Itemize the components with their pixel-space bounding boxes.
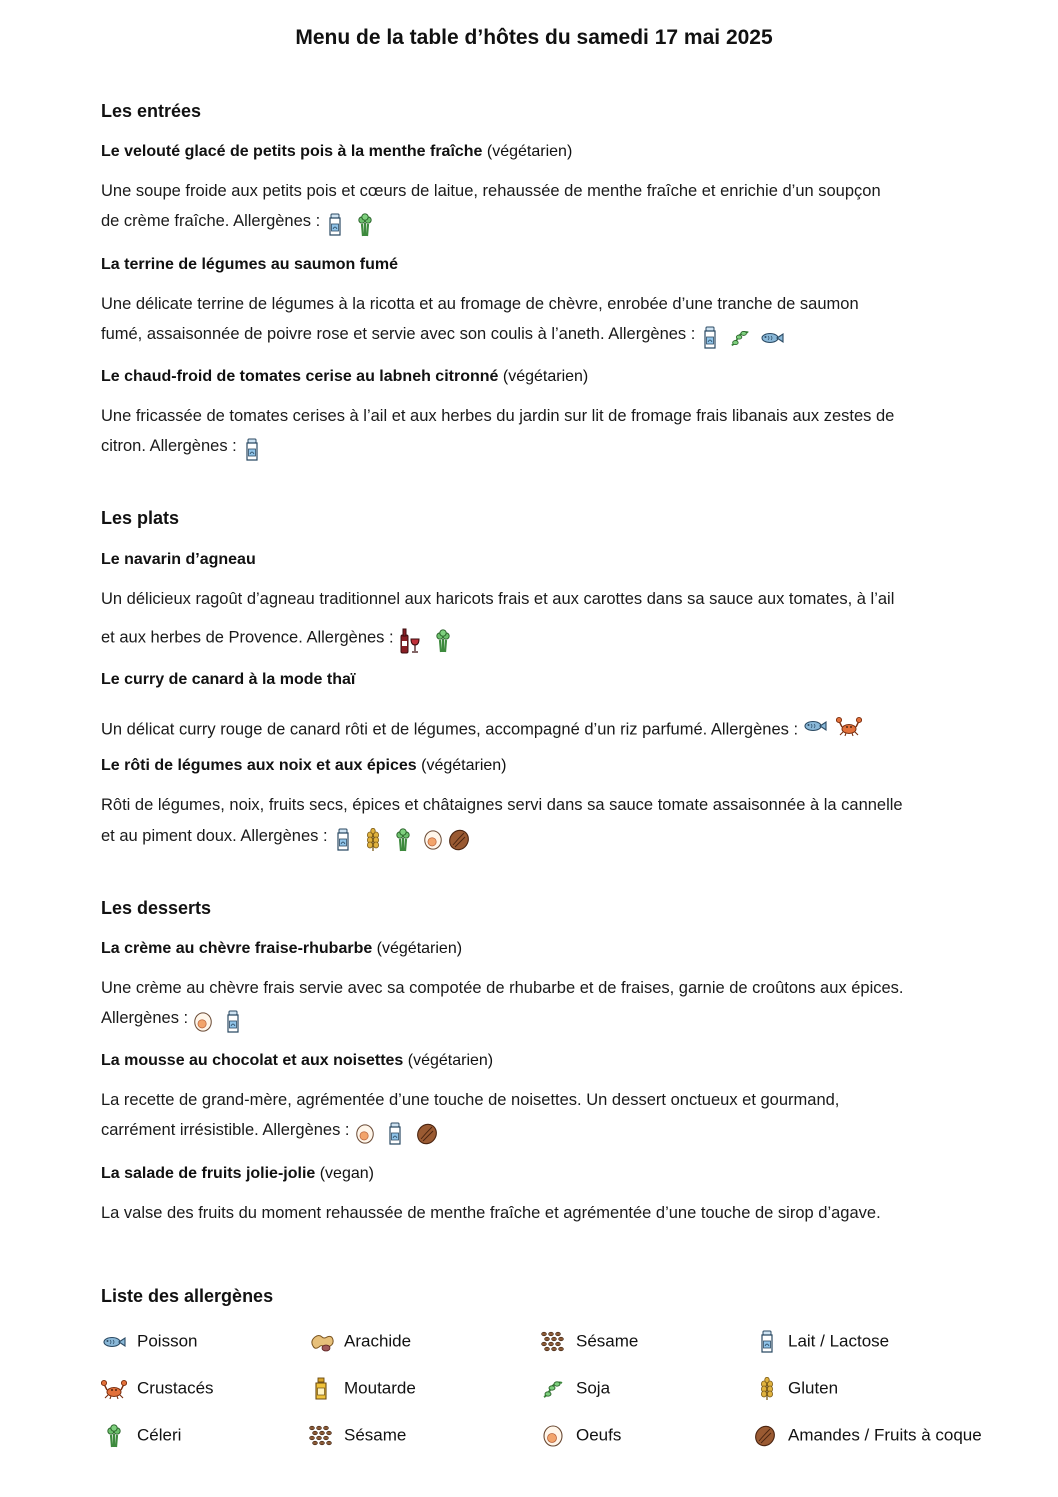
- crab-icon: [101, 1377, 127, 1401]
- dish-description-line: Une crème au chèvre frais servie avec sa compotée de rhubarbe et de fraises, garnie de croûtons aux épices.: [101, 979, 904, 997]
- dish-diet-tag: (végétarien): [416, 757, 507, 774]
- dish-title: [101, 1052, 493, 1070]
- dish-title: [101, 671, 355, 689]
- legend-item: [540, 1330, 638, 1354]
- egg-icon: [354, 1122, 376, 1146]
- legend-item: [752, 1424, 982, 1448]
- dish-title: [101, 368, 588, 386]
- legend-label: Moutarde: [344, 1378, 416, 1398]
- allergen-icons: [398, 624, 462, 658]
- dish-description-line: La recette de grand-mère, agrémentée d’une touche de noisettes. Un dessert onctueux et gourmand,: [101, 1091, 840, 1109]
- dish-description-line: Un délicieux ragoût d’agneau traditionnel aux haricots frais et aux carottes dans sa sauce aux tomates, à l’ail: [101, 590, 895, 608]
- section-heading-entrees: Les entrées: [101, 101, 202, 121]
- sesame-icon: [540, 1330, 566, 1354]
- dish-diet-tag: (vegan): [315, 1165, 374, 1182]
- section-heading-plats: Les plats: [101, 508, 180, 528]
- dish-name: La salade de fruits jolie-jolie: [101, 1165, 316, 1182]
- dish-description-line-allergens: [101, 212, 384, 237]
- celery-icon: [354, 213, 376, 237]
- celery-icon: [432, 629, 454, 653]
- legend-item: [540, 1377, 610, 1401]
- legend-label: Lait / Lactose: [788, 1331, 890, 1351]
- dish-diet-tag: (végétarien): [498, 368, 589, 385]
- legend-item: [308, 1377, 416, 1401]
- allergens-label: citron. Allergènes :: [101, 437, 237, 455]
- legend-label: Soja: [576, 1378, 611, 1398]
- dish-description-line-allergens: [101, 1121, 448, 1146]
- allergen-icons: [802, 714, 870, 738]
- dish-description-line: Une fricassée de tomates cerises à l’ail et aux herbes du jardin sur lit de fromage frais libanais aux zestes de: [101, 407, 895, 425]
- allergen-icons: [699, 326, 793, 350]
- mustard-icon: [308, 1377, 334, 1401]
- allergen-legend-heading: Liste des allergènes: [101, 1286, 274, 1306]
- legend-item: [101, 1424, 181, 1448]
- legend-label: Amandes / Fruits à coque: [788, 1425, 982, 1445]
- legend-label: Sésame: [576, 1331, 639, 1351]
- egg-icon: [540, 1424, 566, 1448]
- dish-description-line-allergens: [101, 325, 793, 350]
- gluten-icon: [362, 828, 384, 852]
- legend-label: Poisson: [137, 1331, 198, 1351]
- dish-diet-tag: (végétarien): [372, 940, 463, 957]
- legend-item: [308, 1330, 411, 1354]
- dish-title: [101, 256, 398, 274]
- dish-description-line-allergens: [101, 714, 870, 739]
- egg-icon: [192, 1010, 214, 1034]
- legend-item: [101, 1377, 214, 1401]
- soy-icon: [540, 1377, 566, 1401]
- page-title: Menu de la table d’hôtes du samedi 17 mai 2025: [295, 26, 773, 49]
- legend-label: Arachide: [344, 1331, 412, 1351]
- fish-icon: [101, 1330, 127, 1354]
- nut-icon: [752, 1424, 778, 1448]
- legend-item: [101, 1330, 197, 1354]
- milk-icon: [332, 828, 354, 852]
- dish-name: Le rôti de légumes aux noix et aux épices: [101, 757, 417, 774]
- milk-icon: [756, 1330, 778, 1354]
- allergens-label: fumé, assaisonnée de poivre rose et servie avec son coulis à l’aneth. Allergènes :: [101, 325, 696, 343]
- celery-icon: [392, 828, 414, 852]
- dish-diet-tag: (végétarien): [482, 143, 573, 160]
- allergen-icons: [192, 1010, 252, 1034]
- dish-description-line-allergens: [101, 827, 480, 852]
- soy-icon: [729, 326, 751, 350]
- allergen-icons: [241, 438, 271, 462]
- dish-title: [101, 940, 462, 958]
- milk-icon: [222, 1010, 244, 1034]
- dish-name: Le velouté glacé de petits pois à la menthe fraîche: [101, 143, 483, 160]
- allergen-icons: [354, 1122, 448, 1146]
- dish-title: [101, 143, 572, 161]
- dish-name: Le navarin d’agneau: [101, 551, 256, 568]
- crab-icon: [836, 714, 862, 738]
- milk-icon: [384, 1122, 406, 1146]
- legend-item: [756, 1330, 889, 1354]
- dish-diet-tag: (végétarien): [403, 1052, 494, 1069]
- wine-icon: [398, 624, 424, 658]
- legend-label: Oeufs: [576, 1425, 622, 1445]
- allergens-label: et aux herbes de Provence. Allergènes :: [101, 628, 394, 647]
- dish-description-line: Une soupe froide aux petits pois et cœurs de laitue, rehaussée de menthe fraîche et enrichie d’un soupçon: [101, 182, 881, 200]
- dish-description-line-allergens: [101, 437, 271, 462]
- allergen-icons: [324, 213, 384, 237]
- allergens-label: Allergènes :: [101, 1009, 189, 1027]
- milk-icon: [324, 213, 346, 237]
- fish-icon: [759, 326, 785, 350]
- dish-title: [101, 757, 507, 775]
- dish-title: [101, 1165, 374, 1183]
- allergens-label: et au piment doux. Allergènes :: [101, 827, 328, 845]
- gluten-icon: [756, 1377, 778, 1401]
- dish-description-line: Un délicat curry rouge de canard rôti et de légumes, accompagné d’un riz parfumé. Allergènes :: [101, 720, 799, 739]
- dish-description-line: La valse des fruits du moment rehaussée de menthe fraîche et agrémentée d’une touche de sirop d’agave.: [101, 1204, 881, 1222]
- legend-label: Céleri: [137, 1425, 182, 1445]
- milk-icon: [241, 438, 263, 462]
- legend-label: Crustacés: [137, 1378, 214, 1398]
- legend-label: Gluten: [788, 1378, 839, 1398]
- legend-item: [540, 1424, 621, 1448]
- dish-description-line-allergens: [101, 624, 462, 658]
- allergens-label: carrément irrésistible. Allergènes :: [101, 1121, 350, 1139]
- nut-icon: [414, 1122, 440, 1146]
- sesame-icon: [308, 1424, 334, 1448]
- nut-icon: [446, 828, 472, 852]
- milk-icon: [699, 326, 721, 350]
- allergen-icons: [332, 828, 480, 852]
- dish-description-line: Une délicate terrine de légumes à la ricotta et au fromage de chèvre, enrobée d’une tranche de saumon: [101, 295, 859, 313]
- dish-title: [101, 551, 256, 569]
- celery-icon: [101, 1424, 127, 1448]
- dish-name: La crème au chèvre fraise-rhubarbe: [101, 940, 373, 957]
- section-heading-desserts: Les desserts: [101, 898, 212, 918]
- legend-label: Sésame: [344, 1425, 407, 1445]
- legend-item: [308, 1424, 406, 1448]
- dish-name: Le curry de canard à la mode thaï: [101, 671, 356, 688]
- egg-icon: [422, 828, 444, 852]
- legend-item: [756, 1377, 838, 1401]
- dish-name: La terrine de légumes au saumon fumé: [101, 256, 398, 273]
- dish-description-line: Rôti de légumes, noix, fruits secs, épices et châtaignes servi dans sa sauce tomate assaisonnée à la cannelle: [101, 796, 903, 814]
- peanut-icon: [308, 1330, 334, 1354]
- allergens-label: de crème fraîche. Allergènes :: [101, 212, 321, 230]
- dish-name: La mousse au chocolat et aux noisettes: [101, 1052, 404, 1069]
- fish-icon: [802, 714, 828, 738]
- dish-name: Le chaud-froid de tomates cerise au labneh citronné: [101, 368, 499, 385]
- dish-description-line-allergens: [101, 1009, 252, 1034]
